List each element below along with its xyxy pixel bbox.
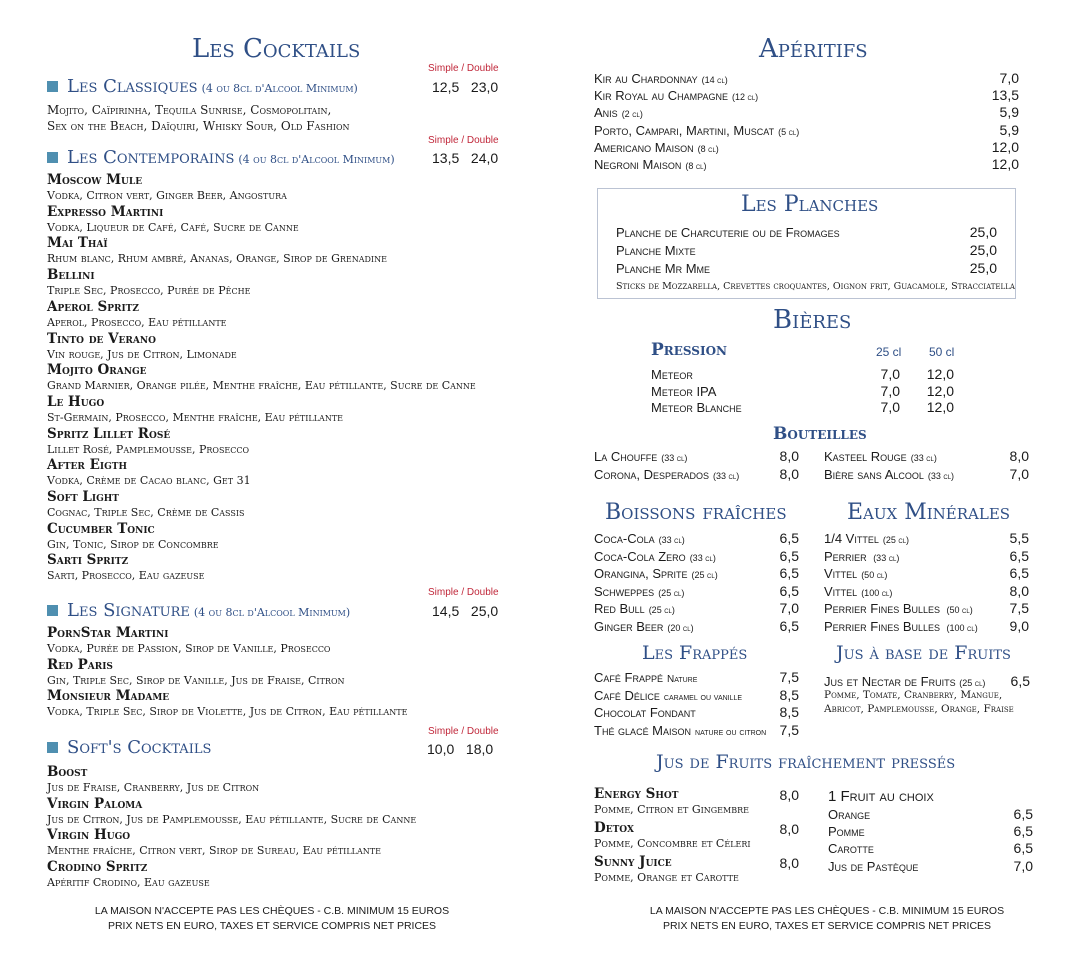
item-name: Planche Mixte: [616, 243, 696, 258]
item-price: 25,0: [969, 242, 997, 258]
item-name: Kir au Chardonnay: [594, 71, 698, 86]
drink-name: Tinto de Verano: [47, 330, 156, 347]
item-price: 8,0: [1009, 582, 1029, 599]
beer-price-25: 7,0: [880, 366, 900, 382]
item-price: 6,5: [1013, 840, 1033, 857]
drink-name: Soft Light: [47, 489, 119, 505]
drink-name: Spritz Lillet Rosé: [47, 425, 171, 442]
right-footer: [645, 904, 1009, 934]
planches-title: Les Planches: [741, 192, 879, 217]
item-price: 6,5: [779, 530, 799, 546]
drink-name: Bellini: [47, 267, 95, 284]
classiques-line-1: Mojito, Caïpirinha, Tequila Sunrise, Cosmopolitain,: [47, 103, 332, 117]
menu-row: [594, 618, 694, 637]
menu-row: [616, 242, 696, 259]
item-price: 8,5: [779, 704, 799, 720]
item-name: Orange: [828, 807, 871, 822]
drink-ingredients: Vodka, Citron vert, Ginger Beer, Angostura: [47, 189, 287, 202]
menu-row: [594, 156, 707, 175]
section-name: Les Contemporains: [67, 147, 235, 168]
beer-price-25: 7,0: [880, 399, 900, 415]
item-name: Schweppes: [594, 583, 655, 599]
section-name: Les Signature: [67, 600, 190, 621]
drink-ingredients: Cognac, Triple Sec, Crème de Cassis: [47, 506, 245, 519]
item-name: Jus de Pastèque: [828, 858, 919, 874]
drink-name: Boost: [47, 764, 88, 780]
menu-row: [824, 565, 887, 584]
item-price: 6,5: [1009, 547, 1029, 564]
drink-name: PornStar Martini: [47, 625, 169, 641]
item-size: (8 cl): [697, 143, 719, 154]
drink-ingredients: Vin rouge, Jus de Citron, Limonade: [47, 347, 237, 361]
item-price: 7,0: [1013, 857, 1033, 874]
item-name: Perrier: [824, 548, 867, 564]
section-prices: 10,0 18,0: [427, 741, 494, 757]
section-prices: 14,5 25,0: [432, 603, 499, 619]
col-25cl: 25 cl: [876, 345, 902, 359]
drink-ingredients: Vodka, Triple Sec, Sirop de Violette, Jus de Citron, Eau pétillante: [47, 705, 408, 719]
item-size: (2 cl): [621, 109, 643, 120]
menu-row: [594, 466, 739, 485]
menu-row: [616, 260, 710, 277]
bieres-title: Bières: [773, 305, 852, 335]
planches-note: Sticks de Mozzarella, Crevettes croquantes, Oignon frit, Guacamole, Stracciatella: [616, 281, 1015, 292]
item-price: 8,0: [1009, 448, 1029, 464]
menu-row: [594, 122, 799, 141]
menu-row: [594, 687, 742, 706]
eaux-title: Eaux Minérales: [847, 500, 1011, 525]
item-name: Vittel: [824, 583, 858, 599]
jus-nectar-price: 6,5: [1010, 673, 1030, 689]
item-size: (25 cl): [691, 570, 718, 580]
drink-name: Monsieur Madame: [47, 688, 170, 705]
section-note: (4 ou 8cl d'Alcool Minimum): [238, 153, 395, 166]
section-note: (4 ou 8cl d'Alcool Minimum): [193, 606, 351, 619]
item-price: 12,0: [991, 138, 1019, 155]
item-name: Perrier Fines Bulles: [824, 601, 941, 616]
item-name: Café Frappé: [594, 670, 663, 685]
item-name: Orangina, Sprite: [594, 566, 688, 581]
item-name: La Chouffe: [594, 449, 658, 464]
drink-name: Cucumber Tonic: [47, 520, 155, 537]
menu-row: [594, 600, 675, 619]
menu-row: [594, 548, 716, 567]
item-name: Pomme: [828, 824, 865, 840]
menu-row: [594, 530, 685, 549]
boissons-title: Boissons fraîches: [605, 500, 787, 525]
menu-row: [828, 858, 918, 875]
drink-name: Sarti Spritz: [47, 552, 129, 569]
item-price: 8,0: [779, 466, 799, 482]
frappes-title: Les Frappés: [642, 642, 748, 664]
item-name: Negroni Maison: [594, 157, 682, 172]
item-size: (20 cl): [667, 622, 694, 633]
section-signature-header: [47, 600, 350, 621]
item-size: (33 cl): [713, 471, 740, 481]
item-extra: nature ou citron: [695, 726, 767, 738]
menu-row: [594, 583, 684, 602]
drink-name: Crodino Spritz: [47, 859, 148, 876]
item-size: (33 cl): [927, 471, 955, 481]
menu-row: [828, 806, 870, 823]
menu-row: [594, 87, 758, 106]
bouteilles-title: Bouteilles: [773, 424, 867, 444]
item-size: (25 cl): [648, 605, 675, 615]
item-name: Chocolat Fondant: [594, 705, 696, 720]
item-price: 7,5: [1009, 600, 1029, 616]
menu-row: [824, 548, 899, 567]
col-50cl: 50 cl: [929, 345, 955, 359]
drink-name: After Eigth: [47, 457, 127, 474]
section-contemporains-header: [47, 147, 395, 168]
item-price: 5,9: [999, 104, 1019, 121]
section-classiques-header: [47, 76, 358, 97]
left-footer: [90, 904, 454, 934]
drink-name: Mojito Orange: [47, 362, 147, 379]
menu-row: [828, 823, 865, 840]
drink-ingredients: Triple Sec, Prosecco, Purée de Pêche: [47, 284, 251, 298]
item-name: Café Délice: [594, 687, 660, 703]
item-name: Perrier Fines Bulles: [824, 618, 941, 634]
drink-ingredients: Pomme, Orange et Carotte: [594, 871, 739, 884]
menu-row: [594, 448, 687, 467]
menu-row: [824, 448, 937, 467]
menu-row: [824, 583, 892, 602]
item-price: 6,5: [1009, 565, 1029, 581]
item-name: Jus et Nectar de Fruits: [824, 674, 956, 689]
item-size: (25 cl): [658, 587, 685, 598]
item-name: Coca-Cola: [594, 531, 655, 546]
item-price: 6,5: [779, 582, 799, 599]
item-size: (50 cl): [944, 605, 973, 615]
item-name: Planche de Charcuterie ou de Fromages: [616, 225, 840, 240]
item-name: Corona, Desperados: [594, 467, 710, 482]
item-size: (12 cl): [731, 92, 759, 103]
item-name: Vittel: [824, 566, 858, 581]
section-prices: 12,5 23,0: [432, 79, 499, 95]
item-name: 1/4 Vittel: [824, 531, 879, 546]
drink-ingredients: Vodka, Crème de Cacao blanc, Get 31: [47, 474, 251, 488]
item-size: (33 cl): [910, 453, 937, 463]
drink-name: Virgin Hugo: [47, 827, 131, 844]
menu-row: [594, 70, 728, 89]
drink-ingredients: Pomme, Concombre et Céleri: [594, 837, 751, 850]
simple-double-label: Simple / Double: [428, 135, 499, 146]
bullet-square-icon: [47, 81, 58, 92]
menu-row: [594, 704, 700, 723]
item-price: 25,0: [969, 224, 997, 240]
footer-line: PRIX NETS EN EURO, TAXES ET SERVICE COMPRIS NET PRICES: [107, 920, 437, 932]
drink-name: Virgin Paloma: [47, 795, 143, 812]
classiques-line-2: Sex on the Beach, Daïquiri, Whisky Sour, Old Fashion: [47, 119, 350, 133]
drink-name: Mai Thaï: [47, 235, 108, 252]
item-size: (5 cl): [778, 126, 800, 137]
drink-ingredients: Gin, Triple Sec, Sirop de Vanille, Jus de Fraise, Citron: [47, 673, 345, 687]
aperitifs-title: Apéritifs: [759, 34, 868, 64]
item-name: Coca-Cola Zero: [594, 548, 686, 564]
menu-row: [824, 530, 909, 549]
jus-base-title: Jus à base de Fruits: [836, 642, 1011, 664]
item-size: (8 cl): [685, 161, 707, 171]
item-size: (33 cl): [658, 535, 685, 545]
beer-price-50: 12,0: [926, 382, 954, 399]
drink-name: Red Paris: [47, 656, 113, 673]
item-price: 6,5: [1013, 823, 1033, 840]
item-price: 7,5: [779, 721, 799, 738]
item-price: 25,0: [969, 260, 997, 276]
item-price: 7,0: [779, 600, 799, 616]
drink-ingredients: Sarti, Prosecco, Eau gazeuse: [47, 569, 205, 583]
drink-ingredients: Apéritif Crodino, Eau gazeuse: [47, 876, 210, 890]
item-name: Kir Royal au Champagne: [594, 88, 728, 104]
drink-ingredients: Grand Marnier, Orange pilée, Menthe fraîche, Eau pétillante, Sucre de Canne: [47, 379, 476, 393]
simple-double-label: Simple / Double: [428, 726, 499, 737]
item-name: Anis: [594, 105, 618, 121]
bullet-square-icon: [47, 605, 58, 616]
drink-ingredients: Jus de Citron, Jus de Pamplemousse, Eau pétillante, Sucre de Canne: [47, 812, 417, 826]
footer-line: LA MAISON N'ACCEPTE PAS LES CHÈQUES - C.B. MINIMUM 15 EUROS: [94, 905, 450, 917]
item-extra: caramel ou vanille: [663, 691, 743, 703]
section-softs-header: [47, 737, 211, 758]
item-price: 8,5: [779, 686, 799, 703]
item-size: (100 cl): [861, 587, 893, 598]
item-name: Kasteel Rouge: [824, 449, 907, 464]
drink-ingredients: Rhum blanc, Rhum ambré, Ananas, Orange, Sirop de Grenadine: [47, 252, 387, 266]
drink-ingredients: Vodka, Liqueur de Café, Café, Sucre de Canne: [47, 220, 299, 234]
section-name: Soft's Cocktails: [67, 737, 212, 758]
simple-double-label: Simple / Double: [428, 63, 499, 74]
drink-price: 8,0: [779, 787, 799, 803]
menu-row: [824, 466, 954, 485]
drink-name: Aperol Spritz: [47, 298, 139, 315]
beer-price-50: 12,0: [926, 399, 954, 415]
drink-ingredients: Pomme, Citron et Gingembre: [594, 803, 749, 816]
item-name: Carotte: [828, 841, 874, 857]
item-size: (33 cl): [661, 453, 688, 463]
cocktails-title: Les Cocktails: [192, 34, 361, 64]
footer-line: LA MAISON N'ACCEPTE PAS LES CHÈQUES - C.B. MINIMUM 15 EUROS: [649, 905, 1005, 917]
item-price: 7,0: [999, 70, 1019, 86]
drink-name: Sunny Juice: [594, 854, 672, 870]
item-price: 6,5: [1013, 806, 1033, 822]
menu-row: [594, 104, 643, 123]
item-name: Red Bull: [594, 601, 645, 616]
drink-price: 8,0: [779, 821, 799, 837]
item-name: Ginger Beer: [594, 618, 664, 634]
menu-row: [824, 600, 973, 619]
footer-line: PRIX NETS EN EURO, TAXES ET SERVICE COMPRIS NET PRICES: [662, 920, 992, 932]
section-prices: 13,5 24,0: [432, 150, 499, 166]
menu-row: [594, 139, 719, 158]
item-size: (50 cl): [861, 570, 888, 580]
beer-name: Meteor Blanche: [651, 400, 742, 415]
drink-name: Energy Shot: [594, 786, 679, 802]
item-price: 6,5: [779, 565, 799, 581]
drink-ingredients: Gin, Tonic, Sirop de Concombre: [47, 537, 219, 551]
item-price: 6,5: [779, 547, 799, 564]
drink-name: Expresso Martini: [47, 203, 164, 220]
bullet-square-icon: [47, 152, 58, 163]
jus-base-line-2: Abricot, Pamplemousse, Orange, Fraise: [824, 703, 1014, 715]
item-name: Americano Maison: [594, 139, 694, 155]
section-name: Les Classiques: [67, 76, 198, 97]
menu-row: [616, 224, 840, 241]
item-size: (14 cl): [701, 75, 728, 85]
item-price: 7,5: [779, 669, 799, 685]
item-price: 13,5: [991, 87, 1019, 104]
item-name: Bière sans Alcool: [824, 467, 924, 482]
item-price: 5,5: [1009, 530, 1029, 546]
beer-price-50: 12,0: [926, 366, 954, 382]
item-size: (25 cl): [959, 678, 986, 688]
drink-ingredients: St-Germain, Prosecco, Menthe fraîche, Eau pétillante: [47, 410, 343, 424]
bullet-square-icon: [47, 742, 58, 753]
simple-double-label: Simple / Double: [428, 587, 499, 598]
item-price: 12,0: [991, 156, 1019, 172]
item-size: (33 cl): [870, 552, 900, 563]
item-name: Planche Mr Mme: [616, 261, 711, 276]
beer-price-25: 7,0: [880, 382, 900, 399]
item-extra: Nature: [666, 674, 698, 685]
pression-title: Pression: [651, 340, 728, 360]
jus-presses-title: Jus de Fruits fraîchement pressés: [656, 751, 956, 773]
item-size: (100 cl): [944, 622, 978, 633]
drink-ingredients: Aperol, Prosecco, Eau pétillante: [47, 315, 227, 329]
menu-row: [594, 669, 697, 688]
item-price: 5,9: [999, 121, 1019, 138]
drink-name: Le Hugo: [47, 393, 105, 410]
drink-ingredients: Vodka, Purée de Passion, Sirop de Vanille, Prosecco: [47, 642, 331, 655]
menu-row: [824, 618, 978, 637]
item-price: 7,0: [1009, 466, 1029, 482]
item-name: Porto, Campari, Martini, Muscat: [594, 122, 775, 138]
fruit-choice-title: 1 Fruit au choix: [828, 788, 934, 805]
menu-row: [594, 722, 766, 741]
menu-row: [828, 840, 874, 857]
item-size: (25 cl): [882, 535, 910, 545]
drink-ingredients: Lillet Rosé, Pamplemousse, Prosecco: [47, 442, 250, 456]
item-name: Thé glacé Maison: [594, 722, 692, 738]
item-price: 8,0: [779, 448, 799, 464]
item-size: (33 cl): [689, 552, 716, 563]
beer-name: Meteor IPA: [651, 383, 717, 399]
menu-row: [594, 565, 718, 584]
drink-name: Moscow Mule: [47, 172, 143, 188]
drink-ingredients: Menthe fraîche, Citron vert, Sirop de Sureau, Eau pétillante: [47, 844, 381, 858]
section-note: (4 ou 8cl d'Alcool Minimum): [201, 82, 358, 95]
item-price: 6,5: [779, 617, 799, 634]
jus-base-line-1: Pomme, Tomate, Cranberry, Mangue,: [824, 689, 1003, 701]
drink-price: 8,0: [779, 855, 799, 871]
beer-name: Meteor: [651, 367, 693, 382]
drink-name: Detox: [594, 820, 634, 836]
drink-ingredients: Jus de Fraise, Cranberry, Jus de Citron: [47, 781, 260, 794]
item-price: 9,0: [1009, 617, 1029, 634]
